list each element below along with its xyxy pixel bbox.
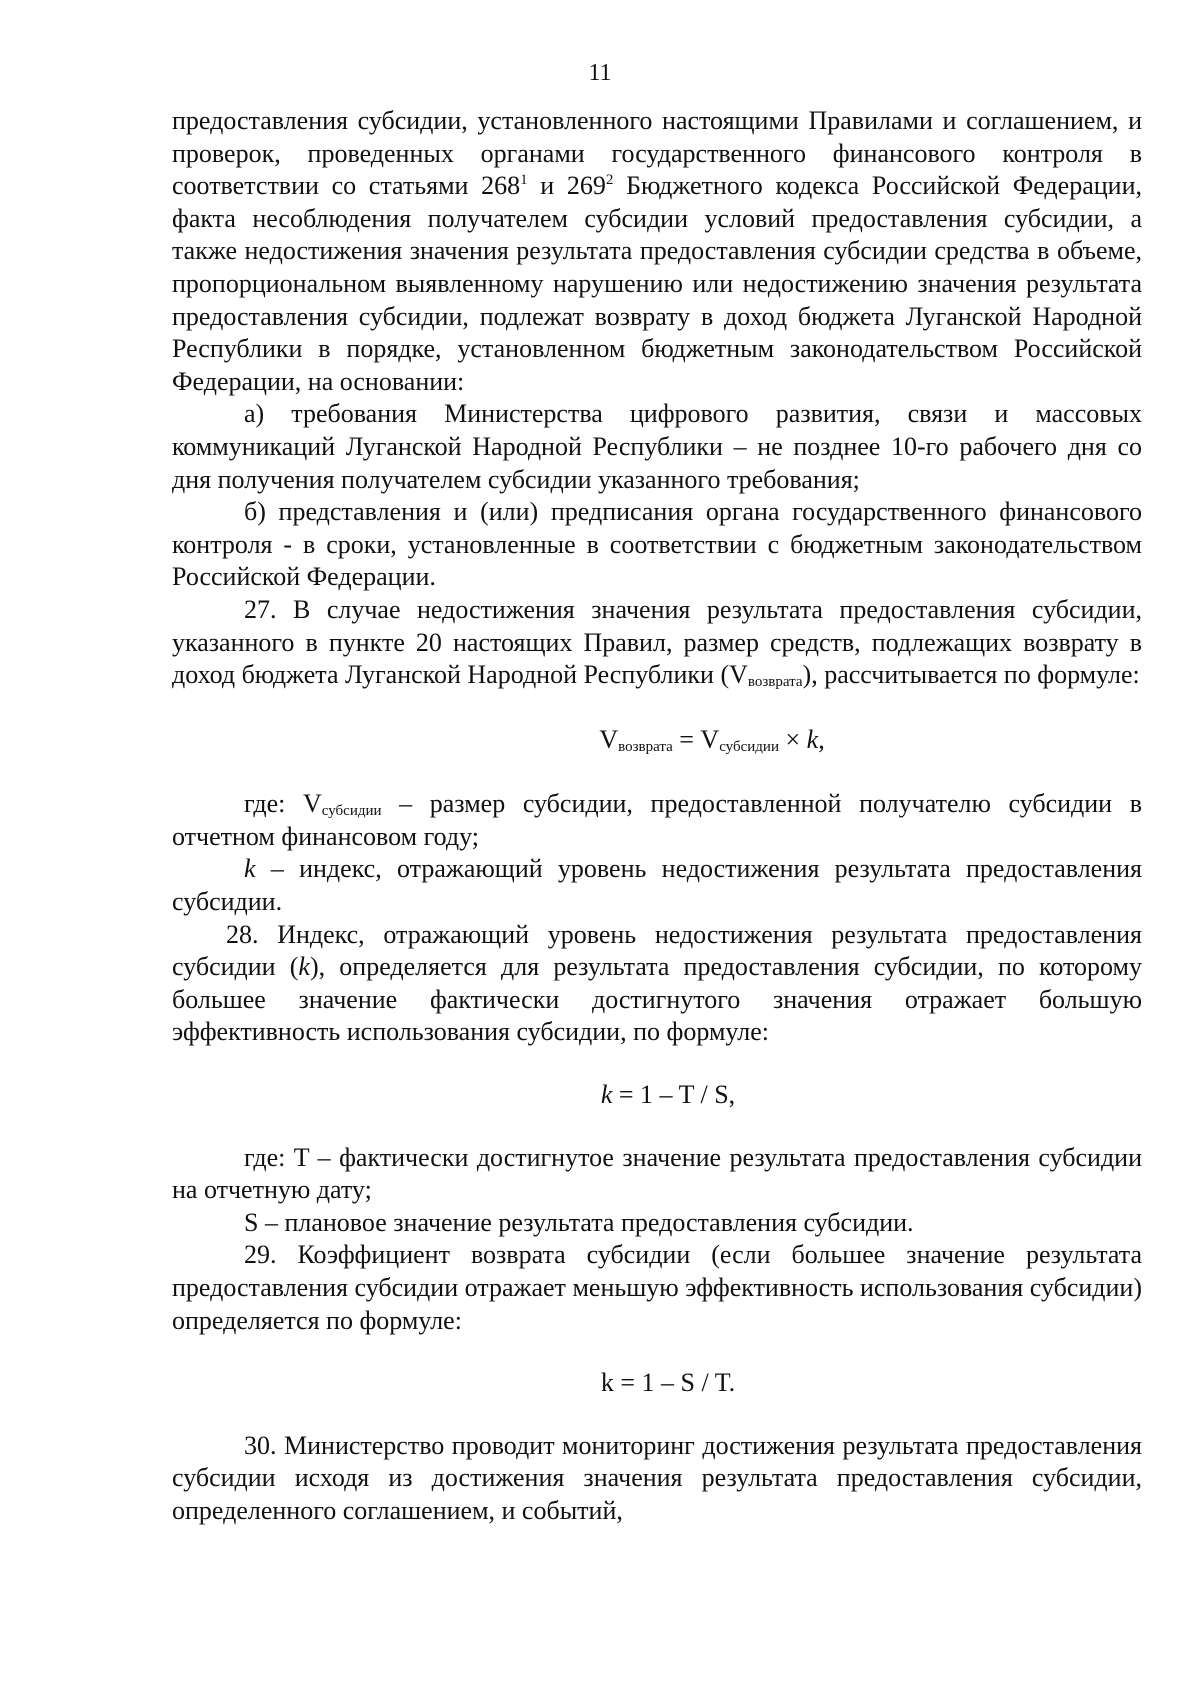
text: ), рассчитывается по формуле:	[802, 660, 1140, 690]
paragraph-28	[172, 919, 1142, 1049]
text: Бюджетного кодекса Российской Федерации, факта несоблюдения получателем субсидии условий предоставления субсидии, а также недостижения значения результата предоставления субсидии средства в объеме, пропорциональном выявленному нарушению или недостижению значения результата предоставления субсидии, подлежат возврату в доход бюджета Луганской Народной Республики в порядке, установленном бюджетным законодательством Российской Федерации, на основании:	[172, 171, 1142, 396]
text: – размер субсидии, предоставленной получателю субсидии в отчетном финансовом году;	[172, 789, 1142, 851]
formula-k-index	[172, 1079, 1142, 1112]
text: ), определяется для результата предоставления субсидии, по которому большее значение фактически достигнутого значения отражает большую эффективность использования субсидии, по формуле:	[172, 952, 1142, 1047]
variable-k: k	[600, 1080, 613, 1110]
definition-v-subsidy	[172, 788, 1142, 853]
text: 28. Индекс, отражающий уровень недостижения результата предоставления субсидии (	[172, 919, 1142, 982]
variable-k: k	[806, 724, 819, 754]
subscript: субсидии	[719, 738, 779, 755]
subscript: субсидии	[321, 803, 382, 820]
text: – индекс, отражающий уровень недостижения результата предоставления субсидии.	[172, 854, 1142, 917]
paragraph-30: 30. Министерство проводит мониторинг достижения результата предоставления субсидии исходя из достижения значения результата предоставления субсидии, определенного соглашением, и событий,	[172, 1430, 1142, 1525]
text: где: V	[244, 789, 322, 819]
paragraph-29: 29. Коэффициент возврата субсидии (если большее значение результата предоставления субсидии отражает меньшую эффективность использования субсидии) определяется по формуле:	[172, 1240, 1142, 1335]
text: ,	[818, 724, 825, 754]
text: предоставления субсидии, установленного настоящими Правилами и соглашением, и проверок, проведенных органами государственного финансового контроля в соответствии со статьями 268	[172, 106, 1142, 201]
page-number: 11	[588, 60, 612, 86]
paragraph-continuation	[172, 105, 1142, 398]
text: 27. В случае недостижения значения результата предоставления субсидии, указанного в пункте 20 настоящих Правил, размер средств, подлежащих возврату в доход бюджета Луганской Народной Республики (V	[172, 594, 1142, 690]
definition-k	[172, 853, 1142, 918]
list-item-a: а) требования Министерства цифрового развития, связи и массовых коммуникаций Луганской Народной Республики – не позднее 10-го рабочего дня со дня получения получателем субсидии указанного требования;	[172, 399, 1142, 494]
text: V	[599, 724, 619, 754]
text: = 1 – T / S,	[612, 1080, 736, 1110]
superscript: 1	[520, 172, 528, 189]
text: = V	[672, 724, 720, 754]
subscript: возврата	[618, 738, 673, 755]
formula-return-amount	[172, 724, 1142, 757]
paragraph-27	[172, 594, 1142, 692]
text: и 269	[527, 171, 606, 201]
text: ×	[778, 724, 807, 754]
definition-s: S – плановое значение результата предоставления субсидии.	[244, 1207, 914, 1237]
variable-k: k	[244, 854, 256, 884]
definition-t: где: T – фактически достигнутое значение результата предоставления субсидии на отчетную дату;	[172, 1142, 1142, 1205]
formula-return-coefficient: k = 1 – S / T.	[600, 1368, 736, 1398]
variable-k: k	[298, 952, 310, 982]
list-item-b: б) представления и (или) предписания органа государственного финансового контроля - в сроки, установленные в соответствии с бюджетным законодательством Российской Федерации.	[172, 497, 1142, 592]
document-body	[172, 105, 1142, 1528]
superscript: 2	[605, 172, 614, 189]
subscript: возврата	[747, 674, 803, 691]
